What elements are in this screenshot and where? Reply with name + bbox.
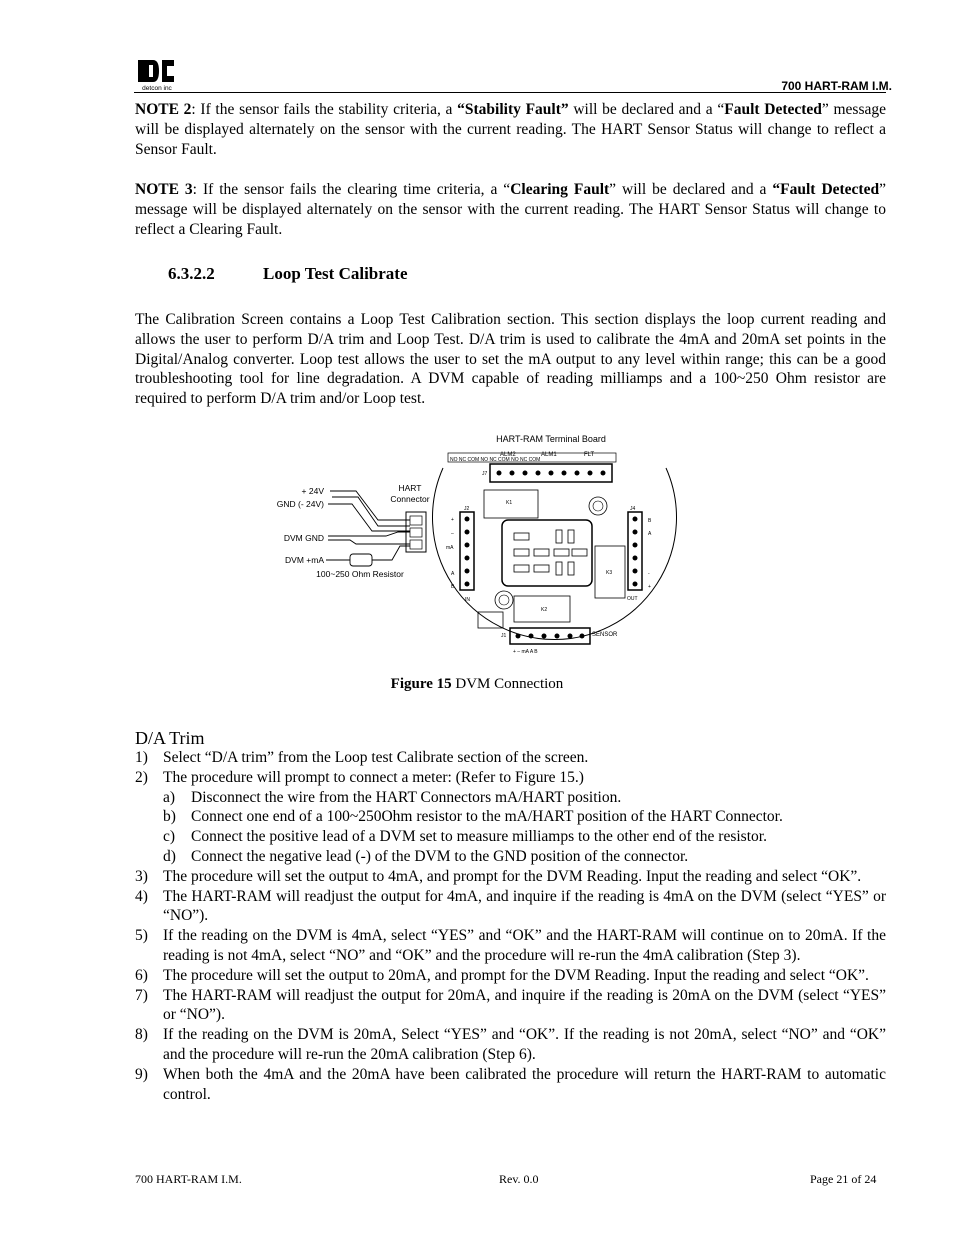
j2-label: J2: [464, 506, 470, 512]
sub-step-letter: c): [163, 828, 176, 846]
sub-list-item: [135, 807, 886, 827]
bottom-pin-labels: + – mA A B: [513, 649, 538, 655]
step-number: 9): [135, 1065, 148, 1083]
pin-b-right-label: B: [648, 518, 652, 524]
alm2-label: ALM2: [500, 452, 516, 458]
pin-a-right-label: A: [648, 531, 652, 537]
step-text: The HART-RAM will readjust the output for 4mA, and inquire if the reading is 4mA on the DVM (select “YES” or “NO”).: [163, 887, 886, 925]
footer-doc-title: 700 HART-RAM I.M.: [135, 1172, 242, 1186]
step-text: The procedure will set the output to 4mA, and prompt for the DVM Reading. Input the reading and select “OK”.: [163, 867, 862, 885]
pin-a-label: A: [451, 571, 455, 577]
step-text: When both the 4mA and the 20mA have been calibrated the procedure will return the HART-RAM to automatic control.: [163, 1065, 886, 1103]
board-title: HART-RAM Terminal Board: [496, 434, 606, 444]
relay-pin-labels: NO NC COM NO NC COM NO NC COM: [450, 457, 541, 463]
pin-b-label: B: [451, 584, 455, 590]
da-trim-heading: D/A Trim: [135, 728, 205, 748]
step-text: The HART-RAM will readjust the output for 20mA, and inquire if the reading is 20mA on the DVM (select “YES” or “NO”).: [163, 986, 886, 1024]
list-item: [135, 966, 886, 986]
dvm-connection-diagram: [260, 428, 680, 668]
dvm-gnd-label: DVM GND: [283, 533, 324, 543]
list-item: [135, 1065, 886, 1105]
24v-label: + 24V: [301, 486, 324, 496]
pin-plus-label: +: [451, 517, 454, 523]
note-3-text: ” message will be displayed alternately on the sensor with the current reading. The HART Sensor Status will change to reflect a Clearing Fault.: [135, 181, 886, 238]
step-text: Select “D/A trim” from the Loop test Calibrate section of the screen.: [163, 749, 589, 766]
k1-label: K1: [506, 500, 513, 506]
footer-page-number: Page 21 of 24: [810, 1172, 877, 1186]
note-2: [135, 100, 886, 159]
intro-paragraph: The Calibration Screen contains a Loop Test Calibration section. This section displays the loop current reading and allows the user to perform D/A trim and Loop Test. D/A trim is used to calibrate the 4mA and 20mA set points in the Digital/Analog converter. Loop test allows the user to set the mA output to any level within range; this can be a good troubleshooting tool for line degradation. A DVM capable of reading milliamps and a 100~250 Ohm resistor are required to perform D/A trim and/or Loop test.: [135, 311, 886, 408]
note-3-text: ” will be declared and a: [609, 181, 773, 198]
k3-label: K3: [606, 570, 613, 576]
pin-ma-label: mA: [446, 545, 454, 551]
step-number: 1): [135, 749, 148, 766]
footer-revision: Rev. 0.0: [499, 1172, 539, 1186]
note-2-text: will be declared and a “: [568, 101, 725, 118]
sub-step-text: Disconnect the wire from the HART Connectors mA/HART position.: [191, 788, 622, 806]
resistor: [350, 554, 372, 566]
clearing-fault-term: Clearing Fault: [510, 181, 610, 198]
note-2-label: NOTE 2: [135, 101, 192, 118]
sub-step-letter: d): [163, 847, 176, 865]
list-item: [135, 768, 886, 788]
out-label: OUT: [627, 596, 638, 602]
da-trim-steps: [135, 748, 886, 1104]
figure-label: Figure 15: [390, 676, 452, 692]
step-number: 6): [135, 966, 148, 984]
hart-label: HART: [398, 483, 422, 493]
section-number: 6.3.2.2: [168, 264, 215, 283]
step-text: The procedure will set the output to 20mA, and prompt for the DVM Reading. Input the reading and select “OK”.: [163, 966, 869, 984]
j1-label: J1: [501, 633, 507, 639]
alm1-label: ALM1: [541, 452, 557, 458]
list-item: [135, 1025, 886, 1065]
pin-minus-label: –: [451, 531, 454, 537]
sub-list-item: [135, 847, 886, 867]
flt-label: FLT: [584, 452, 595, 458]
figure-caption-text: DVM Connection: [451, 676, 564, 692]
list-item: [135, 926, 886, 966]
note-2-text: ” message will be displayed alternately on the sensor with the current reading. The HART Sensor Status will change to reflect a Sensor Fault.: [135, 101, 887, 158]
section-heading: [168, 264, 408, 284]
resistor-label: 100~250 Ohm Resistor: [316, 569, 404, 579]
fault-detected-term: Fault Detected: [724, 101, 822, 118]
in-label: IN: [465, 597, 470, 603]
step-number: 5): [135, 927, 148, 945]
dvm-ma-label: DVM +mA: [285, 555, 324, 565]
board-outline: [433, 468, 677, 640]
j4-connector: [628, 512, 642, 590]
list-item: [135, 887, 886, 927]
figure-caption: [0, 676, 954, 693]
section-title: Loop Test Calibrate: [263, 264, 408, 283]
sub-step-text: Connect the negative lead (-) of the DVM to the GND position of the connector.: [191, 847, 689, 865]
sub-step-letter: b): [163, 808, 176, 826]
connector-label: Connector: [390, 494, 430, 504]
j7-screws: [497, 471, 606, 476]
note-3-text: : If the sensor fails the clearing time criteria, a “: [192, 181, 511, 198]
sub-step-text: Connect one end of a 100~250Ohm resistor to the mA/HART position of the HART Connector.: [191, 808, 783, 826]
sub-step-letter: a): [163, 788, 176, 806]
sub-list-item: [135, 827, 886, 847]
j7-label: J7: [482, 471, 488, 477]
step-number: 4): [135, 887, 148, 905]
note-2-text: : If the sensor fails the stability criteria, a: [191, 101, 458, 118]
j2-connector: [460, 512, 474, 590]
step-number: 2): [135, 768, 148, 786]
step-number: 7): [135, 986, 148, 1004]
document-title: 700 HART-RAM I.M.: [781, 79, 892, 93]
step-text: The procedure will prompt to connect a meter: (Refer to Figure 15.): [163, 768, 584, 786]
step-text: If the reading on the DVM is 20mA, Select “YES” and “OK”. If the reading is not 20mA, select “NO” and “OK” and the procedure will re-run the 20mA calibration (Step 6).: [163, 1026, 886, 1063]
sensor-label: SENSOR: [592, 632, 618, 638]
step-number: 3): [135, 867, 148, 885]
note-3: [135, 180, 886, 239]
sub-step-text: Connect the positive lead of a DVM set to measure milliamps to the other end of the resistor.: [191, 828, 767, 846]
pin-plus-right-label: +: [648, 584, 651, 590]
gnd-label: GND (- 24V): [276, 499, 324, 509]
center-module: [502, 520, 592, 586]
fault-detected-term: “Fault Detected: [772, 181, 880, 198]
pin-minus-right-label: -: [648, 571, 650, 577]
j1-connector: [510, 628, 590, 644]
svg-text:detcon inc: detcon inc: [142, 85, 172, 92]
stability-fault-term: “Stability Fault”: [457, 101, 569, 118]
sub-list-item: [135, 788, 886, 808]
step-number: 8): [135, 1026, 148, 1044]
k2-label: K2: [541, 607, 548, 613]
j4-label: J4: [630, 506, 636, 512]
list-item: [135, 986, 886, 1026]
header-rule: [134, 92, 886, 93]
step-text: If the reading on the DVM is 4mA, select “YES” and “OK” and the HART-RAM will continue on to 20mA. If the reading is not 4mA, select “NO” and “OK” and the procedure will re-run the 4mA calibration (Step 3).: [163, 927, 886, 964]
list-item: [135, 748, 886, 768]
detcon-logo: [136, 58, 178, 92]
note-3-label: NOTE 3: [135, 181, 193, 198]
list-item: [135, 867, 886, 887]
